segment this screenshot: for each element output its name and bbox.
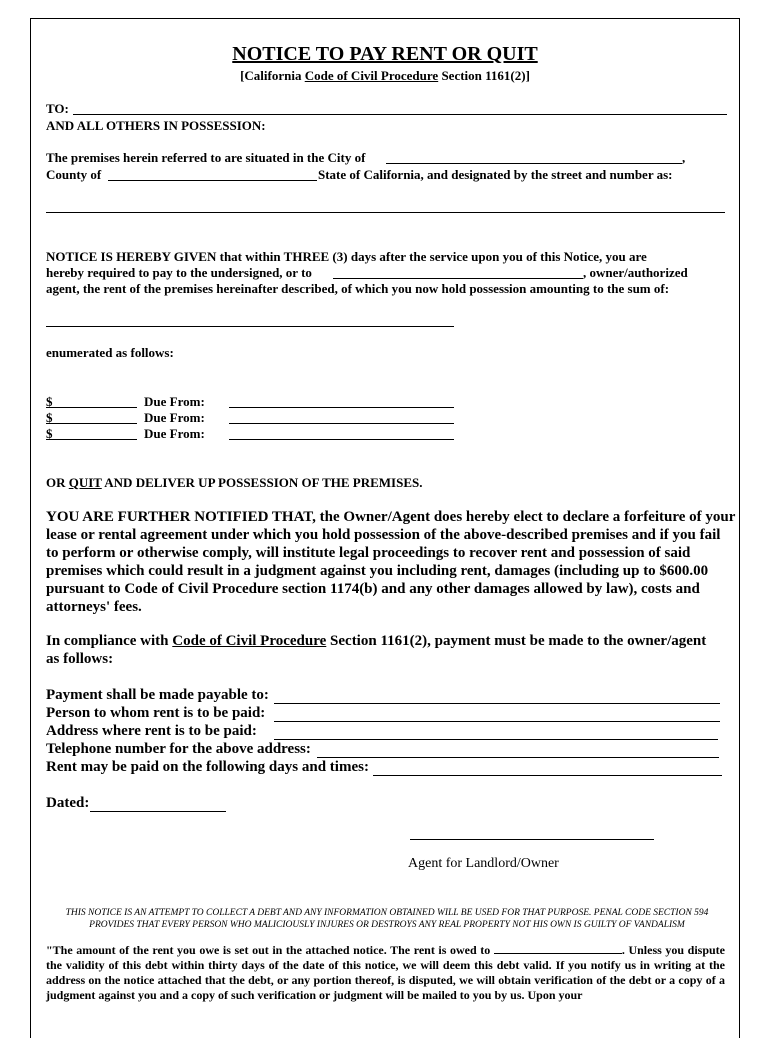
- signature-line[interactable]: [410, 839, 654, 840]
- page-title: NOTICE TO PAY RENT OR QUIT: [232, 43, 538, 65]
- due-from-field[interactable]: [229, 407, 454, 408]
- compliance-line: In compliance with Code of Civil Procedure Section 1161(2), payment must be made to the owner/agent: [46, 633, 707, 649]
- dated-field[interactable]: [90, 811, 226, 812]
- notice-line-1: NOTICE IS HEREBY GIVEN that within THREE (3) days after the service upon you of this Notice, you are: [46, 249, 647, 264]
- premises-city-text: The premises herein referred to are situated in the City of: [46, 150, 366, 165]
- street-address-field[interactable]: [46, 212, 725, 213]
- due-from-field[interactable]: [229, 423, 454, 424]
- telephone-field[interactable]: [317, 757, 719, 758]
- compliance-line-2: as follows:: [46, 651, 114, 667]
- amount-field[interactable]: [46, 423, 137, 424]
- county-label: County of: [46, 167, 102, 182]
- dated-label: Dated:: [46, 795, 90, 811]
- amount-field[interactable]: [46, 407, 137, 408]
- payment-address-field[interactable]: [274, 739, 718, 740]
- quit-line: OR QUIT AND DELIVER UP POSSESSION OF THE PREMISES.: [46, 475, 423, 490]
- payment-times-field[interactable]: [373, 775, 722, 776]
- city-field[interactable]: [386, 163, 682, 164]
- payment-times-label: Rent may be paid on the following days and times:: [46, 759, 369, 775]
- notice-line-2: hereby required to pay to the undersigned, or to: [46, 265, 312, 280]
- person-to-pay-field[interactable]: [274, 721, 720, 722]
- due-from-label: Due From:: [144, 426, 205, 441]
- telephone-label: Telephone number for the above address:: [46, 741, 311, 757]
- debt-collection-disclaimer: THIS NOTICE IS AN ATTEMPT TO COLLECT A DEBT AND ANY INFORMATION OBTAINED WILL BE USED FOR THAT PURPOSE. PENAL CODE SECTION 594 PROVIDES THAT EVERY PERSON WHO MALICIOUSLY INJURES OR DESTROYS ANY REAL PROPERTY NOT HIS OWN IS GUILTY OF VANDALISM: [65, 908, 709, 930]
- sum-field[interactable]: [46, 326, 454, 327]
- payment-address-label: Address where rent is to be paid:: [46, 723, 257, 739]
- payable-to-field[interactable]: [274, 703, 720, 704]
- due-from-label: Due From:: [144, 394, 205, 409]
- to-label: TO:: [46, 101, 69, 116]
- debt-validation-paragraph: "The amount of the rent you owe is set out in the attached notice. The rent is owed to . Unless you dispute the validity of this debt within thirty days of the date of this notice, we will deem this debt valid. If you notify us in writing at the address on the notice attached that the debt, or any portion thereof, is disputed, we will obtain verification of the debt or a copy of a judgment against you and a copy of such verification or judgment will be mailed to you by us. Upon your: [46, 943, 725, 1002]
- others-in-possession: AND ALL OTHERS IN POSSESSION:: [46, 118, 266, 133]
- payable-to-label: Payment shall be made payable to:: [46, 687, 269, 703]
- authorized-agent-field[interactable]: [333, 278, 583, 279]
- notice-line-3: agent, the rent of the premises hereinafter described, of which you now hold possession amounting to the sum of:: [46, 281, 670, 296]
- notice-page: NOTICE TO PAY RENT OR QUIT [California Code of Civil Procedure Section 1161(2)] TO: AND ALL OTHERS IN POSSESSION: The premises herein referred to are situated in the City of , County of State of California, and designated by the street and number as: NOTICE IS HEREBY GIVEN that within THREE (3) days after the service upon you of this Notice, you are hereby required to pay to the undersigned, or to , owner/authorized agent, the rent of the premises hereinafter described, of which you now hold possession amounting to the sum of: enumerated as follows: $ Due From: $ Due From: $ Due From: OR QUIT AND DELIVER UP POSSESSION OF THE PREMISES. YOU ARE FURTHER NOTIFIED THAT, the Owner/Agent does hereby elect to declare a forfeiture of your lease or rental agreement under which you hold possession of the above-described premises and if you fail to perform or otherwise comply, will institute legal proceedings to recover rent and possession of said premises which could result in a judgment against you including rent, damages (including up to $600.00 pursuant to Code of Civil Procedure section 1174(b) and any other damages allowed by law), costs and attorneys' fees. In compliance with Code of Civil Procedure Section 1161(2), payment must be made to the owner/agent as follows: Payment shall be made payable to: Person to whom rent is to be paid: Address where rent is to be paid: Telephone number for the above address: Rent may be paid on the following days and times: Dated: Agent for Landlord/Owner THIS NOTICE IS AN ATTEMPT TO COLLECT A DEBT AND ANY INFORMATION OBTAINED WILL BE USED FOR THAT PURPOSE. PENAL CODE SECTION 594 PROVIDES THAT EVERY PERSON WHO MALICIOUSLY INJURES OR DESTROYS ANY REAL PROPERTY NOT HIS OWN IS GUILTY OF VANDALISM "The amount of the rent you owe is set out in the attached notice. The rent is owed to . Unless you dispute the validity of this debt within thirty days of the date of this notice, we will deem this debt valid. If you notify us in writing at the address on the notice attached that the debt, or any portion thereof, is disputed, we will obtain verification of the debt or a copy of a judgment against you and a copy of such verification or judgment will be mailed to you by us. Upon your: [30, 18, 740, 1038]
- to-field[interactable]: [73, 114, 727, 115]
- page-subtitle: [California Code of Civil Procedure Section 1161(2)]: [240, 68, 530, 83]
- county-field[interactable]: [108, 180, 317, 181]
- person-to-pay-label: Person to whom rent is to be paid:: [46, 705, 266, 721]
- state-text: State of California, and designated by the street and number as:: [318, 167, 673, 182]
- rent-owed-to-field[interactable]: [494, 942, 622, 954]
- signature-label: Agent for Landlord/Owner: [408, 856, 559, 871]
- currency-symbol: $: [46, 394, 53, 409]
- due-from-field[interactable]: [229, 439, 454, 440]
- currency-symbol: $: [46, 426, 53, 441]
- code-reference: Code of Civil Procedure: [304, 68, 439, 83]
- due-from-label: Due From:: [144, 410, 205, 425]
- enumerated-label: enumerated as follows:: [46, 345, 174, 360]
- currency-symbol: $: [46, 410, 53, 425]
- amount-field[interactable]: [46, 439, 137, 440]
- further-notified-paragraph: YOU ARE FURTHER NOTIFIED THAT, the Owner/Agent does hereby elect to declare a forfeiture of your lease or rental agreement under which you hold possession of the above-described premises and if you fail to perform or otherwise comply, will institute legal proceedings to recover rent and possession of said premises which could result in a judgment against you including rent, damages (including up to $600.00 pursuant to Code of Civil Procedure section 1174(b) and any other damages allowed by law), costs and attorneys' fees.: [46, 509, 736, 615]
